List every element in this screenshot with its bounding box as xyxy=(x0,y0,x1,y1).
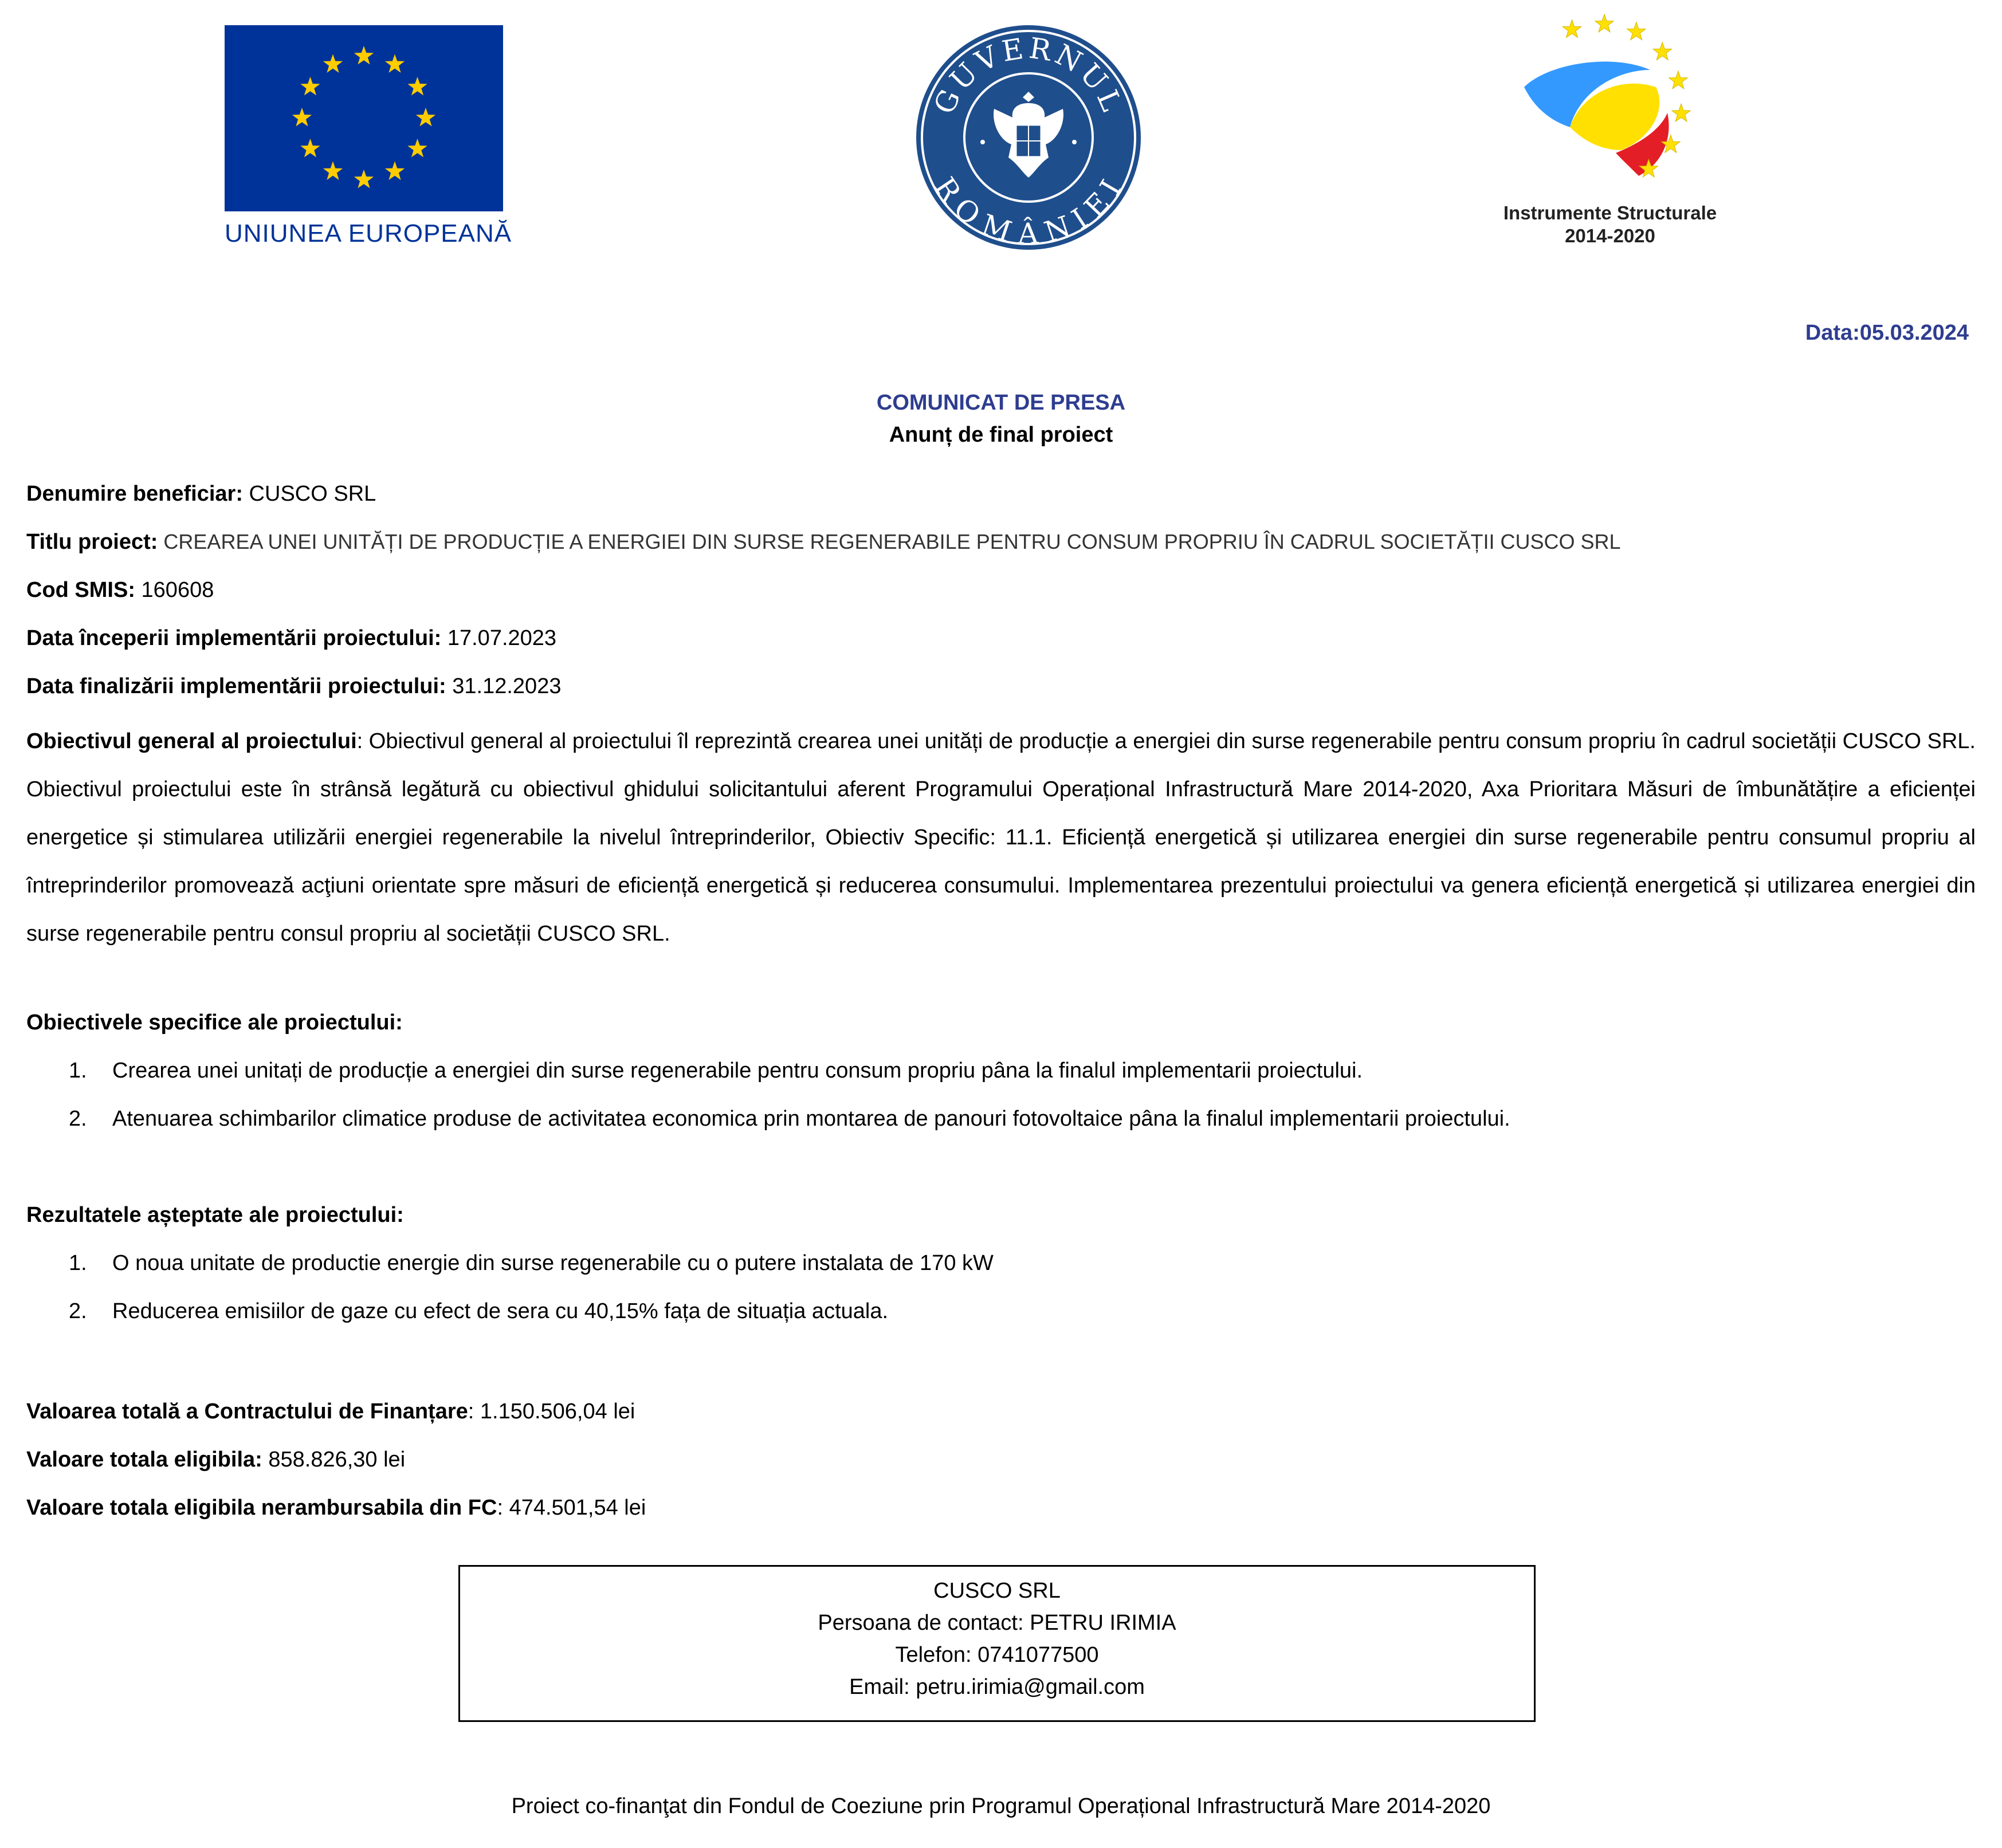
expected-results-title: Rezultatele așteptate ale proiectului: xyxy=(26,1203,404,1227)
list-item xyxy=(69,1107,1510,1131)
is-caption-line2: 2014-2020 xyxy=(1565,225,1655,246)
structural-instruments-icon xyxy=(1478,13,1742,196)
government-seal xyxy=(914,23,1143,252)
field-eligible-value xyxy=(26,1444,1976,1476)
contact-person: Persoana de contact: PETRU IRIMIA xyxy=(818,1611,1176,1635)
field-total-value xyxy=(26,1395,1976,1428)
star-icon xyxy=(1653,42,1671,60)
field-end-date xyxy=(26,670,1976,702)
list-item xyxy=(69,1059,1363,1083)
list-item xyxy=(69,1299,888,1324)
phone-label: Telefon: xyxy=(895,1643,978,1667)
field-label: Valoare totala eligibila nerambursabila din FC xyxy=(26,1496,497,1520)
field-value: CREAREA UNEI UNITĂȚI DE PRODUCȚIE A ENERGIEI DIN SURSE REGENERABILE PENTRU CONSUM PROPRIU ÎN CADRUL SOCIETĂȚII CUSCO SRL xyxy=(158,530,1621,553)
star-icon xyxy=(1627,22,1646,40)
eu-flag-icon xyxy=(225,25,503,211)
gov-text-top: GUVERNUL xyxy=(927,31,1130,119)
field-smis xyxy=(26,574,1976,606)
document-subtitle: Anunț de final proiect xyxy=(889,423,1113,447)
specific-objectives-title: Obiectivele specifice ale proiectului: xyxy=(26,1010,403,1035)
field-label: Data finalizării implementării proiectului: xyxy=(26,674,446,698)
field-value: : 474.501,54 lei xyxy=(497,1496,646,1520)
list-number: 1. xyxy=(69,1251,87,1275)
phone-number: 0741077500 xyxy=(978,1643,1099,1667)
star-icon xyxy=(1669,71,1687,89)
field-label: Titlu proiect: xyxy=(26,530,158,554)
field-value: 160608 xyxy=(135,578,214,602)
field-label: Valoare totala eligibila: xyxy=(26,1448,262,1472)
eu-logo xyxy=(225,25,512,250)
objective-label: Obiectivul general al proiectului xyxy=(26,729,357,753)
field-value: : 1.150.506,04 lei xyxy=(468,1399,635,1424)
structural-instruments-caption xyxy=(1478,202,1742,247)
list-text: O noua unitate de productie energie din surse regenerabile cu o putere instalata de 170 kW xyxy=(112,1251,994,1275)
heading xyxy=(0,387,2002,451)
contact-company: CUSCO SRL xyxy=(933,1579,1061,1603)
structural-instruments-logo xyxy=(1478,13,1742,265)
footer-note: Proiect co-finanţat din Fondul de Coeziune prin Programul Operațional Infrastructură Mare 2014-2020 xyxy=(511,1794,1491,1818)
contact-box xyxy=(458,1565,1536,1722)
field-value: 858.826,30 lei xyxy=(262,1448,406,1472)
document-title: COMUNICAT DE PRESA xyxy=(876,391,1126,415)
general-objective xyxy=(26,717,1976,958)
field-label: Denumire beneficiar: xyxy=(26,482,243,506)
field-titlu xyxy=(26,526,1976,558)
field-value: CUSCO SRL xyxy=(243,482,376,506)
objective-text: : Obiectivul general al proiectului îl reprezintă crearea unei unități de producție a energiei din surse regenerabile pentru consum propriu în cadrul societății CUSCO SRL. Obiectivul proiectului este în strânsă legătură cu obiectivul ghidului solicitantului aferent Programului Operațional Infrastructură Mare 2014-2020, Axa Prioritara Măsuri de îmbunătățire a eficienței energetice și stimularea utilizării energiei regenerabile la nivelul întreprinderilor, Obiectiv Specific: 11.1. Eficiență energetică și utilizarea energiei din surse regenerabile pentru consumul propriu al întreprinderilor promovează acţiuni orientate spre măsuri de eficiență energetică și reducerea consumului. Implementarea prezentului proiectului va genera eficiență energetică și utilizarea energiei din surse regenerabile pentru consul propriu al societății CUSCO SRL. xyxy=(26,729,1976,946)
eu-caption: UNIUNEA EUROPEANĂ xyxy=(225,219,512,247)
star-icon xyxy=(1563,20,1581,38)
gov-text-bottom: ROMÂNIEI xyxy=(928,171,1130,251)
list-text: Reducerea emisiilor de gaze cu efect de sera cu 40,15% fața de situația actuala. xyxy=(112,1299,889,1323)
list-text: Crearea unei unitați de producție a energiei din surse regenerabile pentru consum propriu pâna la finalul implementarii proiectului. xyxy=(112,1059,1363,1083)
star-icon xyxy=(1672,104,1690,121)
field-label: Cod SMIS: xyxy=(26,578,135,602)
list-number: 1. xyxy=(69,1059,87,1083)
field-beneficiar xyxy=(26,478,1976,510)
field-nonrefundable-value xyxy=(26,1492,1976,1524)
romanian-coat-of-arms-icon xyxy=(914,23,1143,252)
list-number: 2. xyxy=(69,1107,87,1131)
field-start-date xyxy=(26,622,1976,654)
field-label: Data începerii implementării proiectului: xyxy=(26,626,442,650)
contact-phone xyxy=(460,1639,1534,1671)
list-number: 2. xyxy=(69,1299,87,1323)
is-caption-line1: Instrumente Structurale xyxy=(1503,202,1717,223)
star-icon xyxy=(1595,14,1614,32)
list-text: Atenuarea schimbarilor climatice produse de activitatea economica prin montarea de panouri fotovoltaice pâna la finalul implementarii proiectului. xyxy=(112,1107,1510,1131)
document-date: Data:05.03.2024 xyxy=(1805,321,1969,345)
field-label: Valoarea totală a Contractului de Finanțare xyxy=(26,1399,468,1424)
field-value: 31.12.2023 xyxy=(446,674,562,698)
field-value: 17.07.2023 xyxy=(441,626,557,650)
list-item xyxy=(69,1251,994,1276)
contact-email: Email: petru.irimia@gmail.com xyxy=(849,1675,1145,1699)
